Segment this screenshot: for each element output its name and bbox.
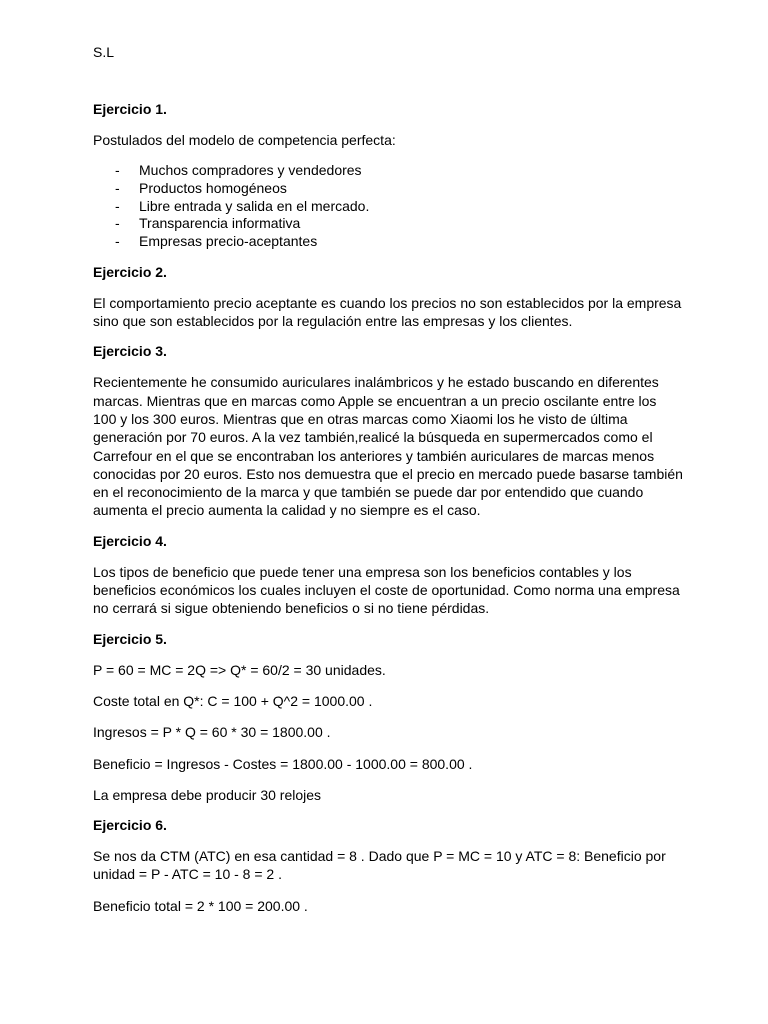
exercise-2-title: Ejercicio 2. xyxy=(93,263,167,280)
list-item xyxy=(93,162,683,180)
dash-bullet: - xyxy=(115,180,120,196)
postulates-list xyxy=(93,162,683,251)
exercise-1 xyxy=(93,101,683,251)
list-item xyxy=(93,180,683,198)
exercise-5-line: Beneficio = Ingresos - Costes = 1800.00 - 1000.00 = 800.00 . xyxy=(93,755,473,772)
exercise-2-text: El comportamiento precio aceptante es cuando los precios no son establecidos por la empresa sino que son establecidos por la regulación entre las empresas y los clientes. xyxy=(93,294,682,330)
exercise-2 xyxy=(93,264,683,331)
exercise-4 xyxy=(93,533,683,618)
exercise-6-line: Se nos da CTM (ATC) en esa cantidad = 8 . Dado que P = MC = 10 y ATC = 8: Beneficio por unidad = P - ATC = 10 - 8 = 2 . xyxy=(93,848,666,883)
author-initials: S.L xyxy=(93,44,115,60)
exercise-1-title: Ejercicio 1. xyxy=(93,101,167,117)
exercise-5-title: Ejercicio 5. xyxy=(93,630,167,647)
exercise-5-line: P = 60 = MC = 2Q => Q* = 60/2 = 30 unidades. xyxy=(93,661,386,678)
exercise-5 xyxy=(93,631,683,804)
exercise-4-title: Ejercicio 4. xyxy=(93,532,167,549)
exercise-5-line: Coste total en Q*: C = 100 + Q^2 = 1000.00 . xyxy=(93,692,373,709)
exercise-6 xyxy=(93,817,683,915)
exercise-3 xyxy=(93,343,683,519)
dash-bullet: - xyxy=(115,197,120,214)
list-item-text: Muchos compradores y vendedores xyxy=(139,162,362,179)
exercise-6-title: Ejercicio 6. xyxy=(93,817,167,834)
list-item xyxy=(93,198,683,216)
exercise-5-conclusion: La empresa debe producir 30 relojes xyxy=(93,786,322,803)
list-item-text: Transparencia informativa xyxy=(139,215,301,232)
list-item xyxy=(93,215,683,233)
dash-bullet: - xyxy=(115,233,120,250)
dash-bullet: - xyxy=(115,215,120,232)
document-page xyxy=(93,44,683,928)
exercise-3-title: Ejercicio 3. xyxy=(93,343,167,360)
list-item-text: Empresas precio-aceptantes xyxy=(139,233,318,250)
list-item-text: Libre entrada y salida en el mercado. xyxy=(139,197,370,214)
list-item-text: Productos homogéneos xyxy=(139,180,287,196)
exercise-5-line: Ingresos = P * Q = 60 * 30 = 1800.00 . xyxy=(93,724,331,741)
dash-bullet: - xyxy=(115,162,120,179)
list-item xyxy=(93,233,683,251)
exercise-4-text: Los tipos de beneficio que puede tener una empresa son los beneficios contables y los beneficios económicos los cuales incluyen el coste de oportunidad. Como norma una empresa no cerrará si sigue obteniendo beneficios o si no tiene pérdidas. xyxy=(93,563,680,617)
exercise-1-intro: Postulados del modelo de competencia perfecta: xyxy=(93,132,396,148)
exercise-3-text: Recientemente he consumido auriculares inalámbricos y he estado buscando en diferentes marcas. Mientras que en marcas como Apple se encuentran a un precio oscilante entre los 100 y los 300 euros. Mientras que en otras marcas como Xiaomi los he visto de última generación por 70 euros. A la vez también,realicé la búsqueda en supermercados como el Carrefour en el que se encontraban los anteriores y también auriculares de marcas menos conocidas por 20 euros. Esto nos demuestra que el precio en mercado puede basarse también en el reconocimiento de la marca y que también se puede dar por entendido que cuando aumenta el precio aumenta la calidad y no siempre es el caso. xyxy=(93,374,683,519)
exercise-6-line: Beneficio total = 2 * 100 = 200.00 . xyxy=(93,897,308,914)
